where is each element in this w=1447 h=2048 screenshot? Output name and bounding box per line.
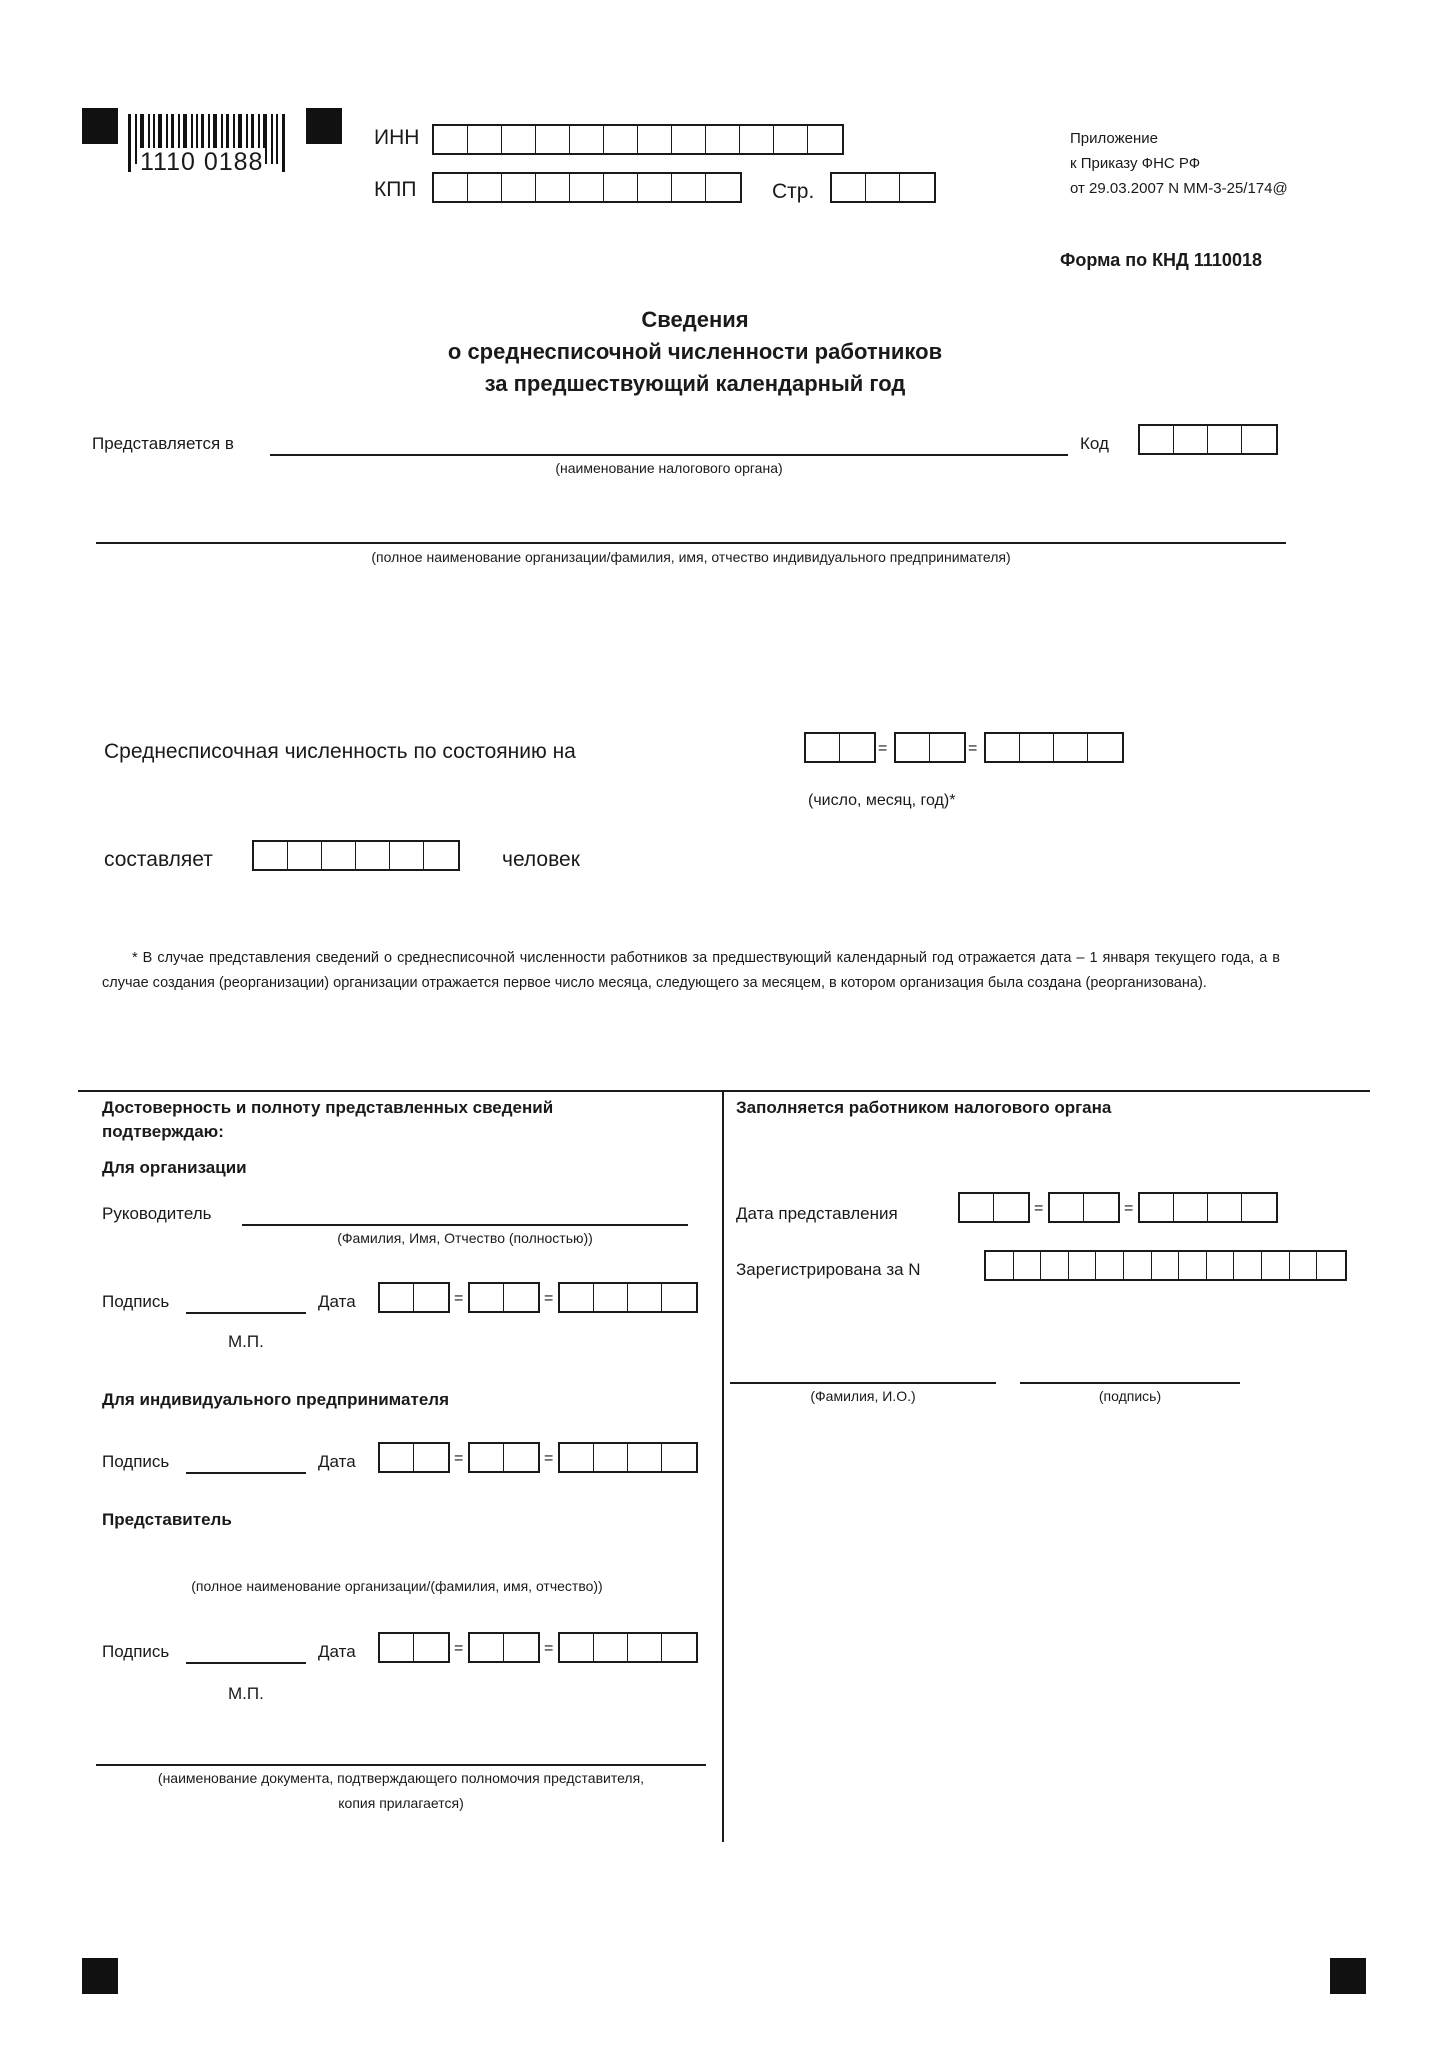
inn-label: ИНН [374,126,420,149]
page-cells[interactable] [830,172,936,203]
ip-date-label: Дата [318,1452,356,1471]
org-date-month-cells[interactable] [468,1282,540,1313]
as-of-year-cells[interactable] [984,732,1124,763]
headcount-as-of-label: Среднесписочная численность по состоянию на [104,740,576,763]
date-separator: = [544,1290,554,1307]
code-label: Код [1080,434,1109,453]
rep-seal-label: М.П. [228,1684,264,1703]
confirm-heading-line-2: подтверждаю: [102,1122,224,1141]
rep-date-year-cells[interactable] [558,1632,698,1663]
head-name-caption: (Фамилия, Имя, Отчество (полностью)) [337,1230,593,1246]
date-separator: = [454,1290,464,1307]
tax-authority-caption: (наименование налогового органа) [555,460,783,476]
date-separator: = [968,740,978,757]
representative-caption: (полное наименование организации/(фамилия, имя, отчество)) [191,1578,603,1594]
organization-caption: (полное наименование организации/фамилия, имя, отчество индивидуального предпринимателя) [371,549,1011,565]
date-separator: = [454,1450,464,1467]
footnote: * В случае представления сведений о среднесписочной численности работников за предшествующий календарный год отражается дата – 1 января текущего года, а в случае создания (реорганизации) организации отражается первое число месяца, следующего за месяцем, в котором организация была создана (реорганизована). [102,950,1280,991]
organization-line[interactable] [96,542,1286,544]
registered-label: Зарегистрирована за N [736,1260,921,1279]
officer-name-line[interactable] [730,1382,996,1384]
tax-authority-line[interactable] [270,454,1068,456]
officer-sign-line[interactable] [1020,1382,1240,1384]
persons-label: человек [502,848,580,871]
title-line-2: о среднесписочной численности работников [447,339,943,364]
submission-date-label: Дата представления [736,1204,898,1223]
kpp-label: КПП [374,178,417,201]
rep-date-day-cells[interactable] [378,1632,450,1663]
as-of-month-cells[interactable] [894,732,966,763]
corner-marker-top-right [306,108,342,144]
rep-document-caption-line-1: (наименование документа, подтверждающего полномочия представителя, [157,1770,645,1786]
rep-date-label: Дата [318,1642,356,1661]
barcode-number: 1110 0188 [140,148,264,176]
corner-marker-top-left [82,108,118,144]
date-separator: = [1034,1200,1044,1217]
date-separator: = [1124,1200,1134,1217]
date-separator: = [544,1450,554,1467]
appendix-line-3: от 29.03.2007 N ММ-3-25/174@ [1070,180,1288,197]
headcount-cells[interactable] [252,840,460,871]
corner-marker-bottom-left [82,1958,118,1994]
date-separator: = [544,1640,554,1657]
officer-name-caption: (Фамилия, И.О.) [810,1388,916,1404]
tax-office-heading: Заполняется работником налогового органа [736,1098,1112,1117]
registration-number-cells[interactable] [984,1250,1347,1281]
kpp-cells[interactable] [432,172,742,203]
date-caption: (число, месяц, год)* [808,792,956,809]
date-separator: = [878,740,888,757]
officer-sign-caption: (подпись) [1098,1388,1162,1404]
date-separator: = [454,1640,464,1657]
title-line-1: Сведения [641,307,749,332]
section-divider [78,1090,1370,1092]
rep-document-line[interactable] [96,1764,706,1766]
org-sign-line[interactable] [186,1312,306,1314]
column-divider [722,1090,724,1842]
ip-date-year-cells[interactable] [558,1442,698,1473]
form-code: Форма по КНД 1110018 [1060,250,1262,270]
rep-sign-label: Подпись [102,1642,170,1661]
ip-date-day-cells[interactable] [378,1442,450,1473]
rep-date-month-cells[interactable] [468,1632,540,1663]
ip-date-month-cells[interactable] [468,1442,540,1473]
as-of-day-cells[interactable] [804,732,876,763]
appendix-line-2: к Приказу ФНС РФ [1070,155,1201,172]
inn-cells[interactable] [432,124,844,155]
appendix-line-1: Приложение [1070,130,1158,147]
confirm-heading-line-1: Достоверность и полноту представленных сведений [102,1098,554,1117]
title-line-3: за предшествующий календарный год [484,371,906,396]
tax-authority-code-cells[interactable] [1138,424,1278,455]
org-date-label: Дата [318,1292,356,1311]
for-organization-heading: Для организации [102,1158,247,1177]
rep-sign-line[interactable] [186,1662,306,1664]
submitted-to-label: Представляется в [92,434,234,453]
page-label: Стр. [772,180,815,203]
org-date-day-cells[interactable] [378,1282,450,1313]
submission-date-month-cells[interactable] [1048,1192,1120,1223]
org-sign-label: Подпись [102,1292,170,1311]
org-date-year-cells[interactable] [558,1282,698,1313]
ip-sign-label: Подпись [102,1452,170,1471]
org-seal-label: М.П. [228,1332,264,1351]
corner-marker-bottom-right [1330,1958,1366,1994]
for-ip-heading: Для индивидуального предпринимателя [102,1390,449,1409]
representative-heading: Представитель [102,1510,232,1529]
head-name-line[interactable] [242,1224,688,1226]
head-label: Руководитель [102,1204,212,1223]
submission-date-day-cells[interactable] [958,1192,1030,1223]
rep-document-caption-line-2: копия прилагается) [338,1795,464,1811]
amounts-to-label: составляет [104,848,213,871]
barcode [126,112,296,184]
submission-date-year-cells[interactable] [1138,1192,1278,1223]
ip-sign-line[interactable] [186,1472,306,1474]
